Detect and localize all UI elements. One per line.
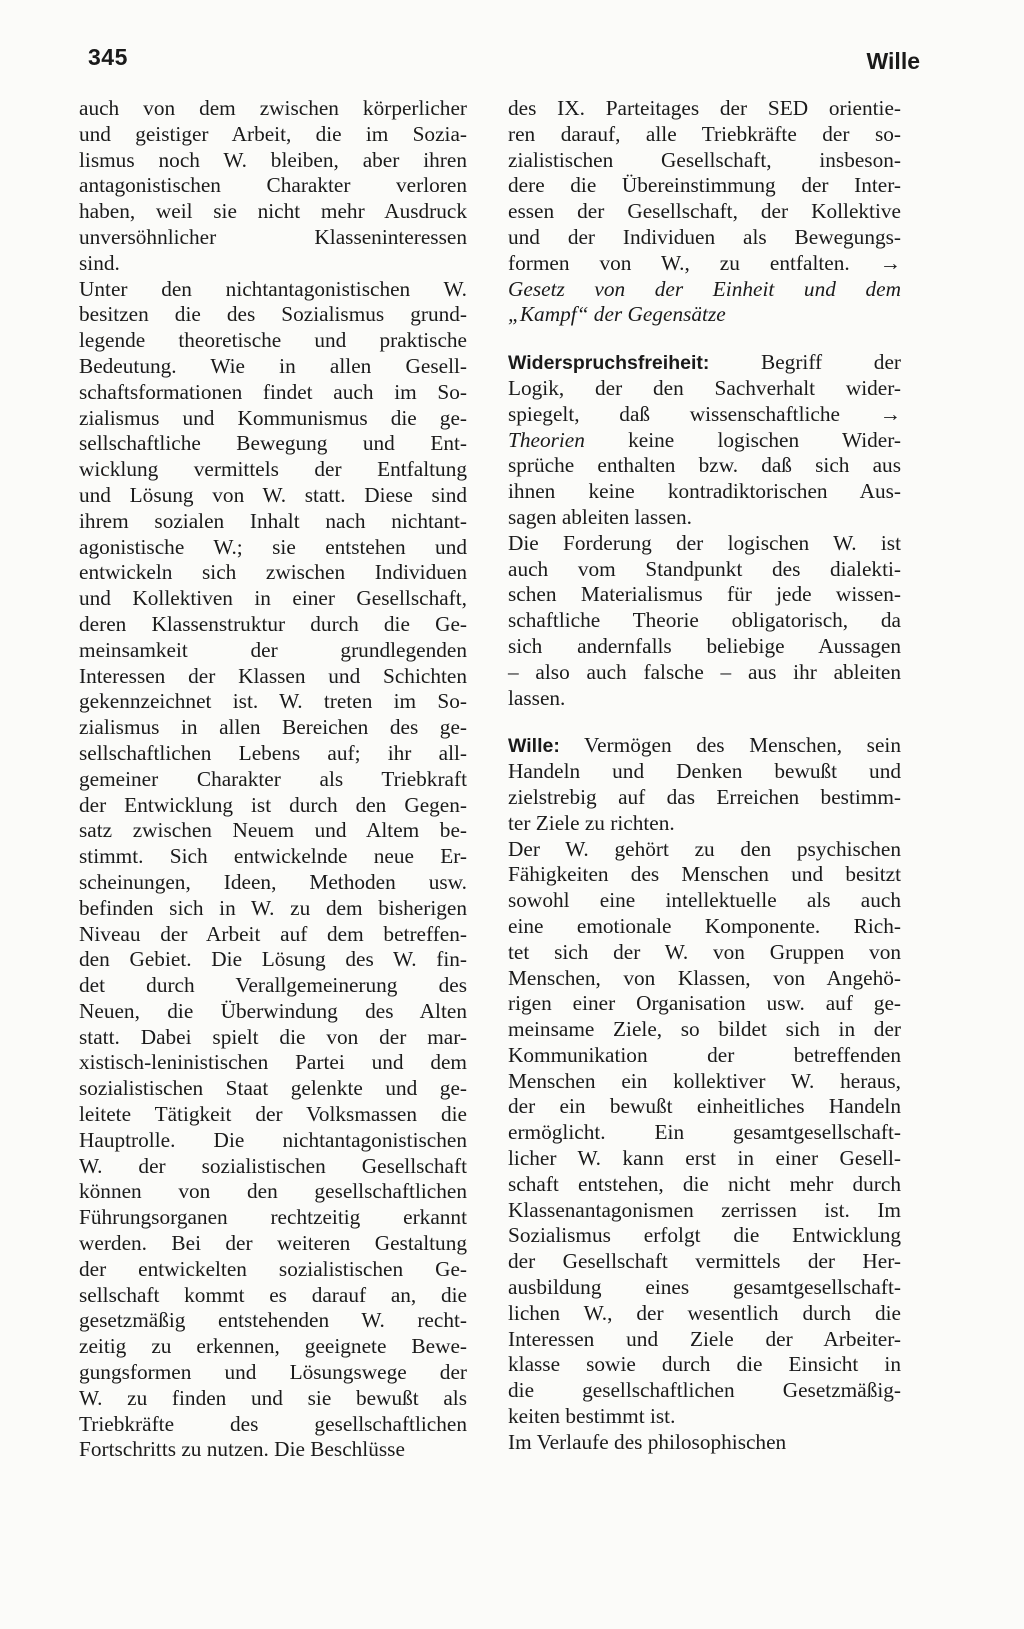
entry-gap [508,711,901,733]
text-line: besitzen die des Sozialismus grund- [79,302,467,327]
text-line: det durch Verallgemeinerung des [79,973,467,998]
text-line: der entwickelten sozialistischen Ge- [79,1256,467,1281]
text-line: eine emotionale Komponente. Rich- [508,913,901,938]
text-line: Triebkräfte des gesellschaftlichen [79,1411,467,1436]
text-line: zielstrebig auf das Erreichen bestimm- [508,784,901,809]
right-column [508,96,901,1456]
text-line: deren Klassenstruktur durch die Ge- [79,611,467,636]
text-line: des IX. Parteitages der SED orientie- [508,96,901,120]
text-line: leitete Tätigkeit der Volksmassen die [79,1102,467,1127]
page-number: 345 [88,44,128,70]
entry-headword: Wille: [508,735,560,758]
text-line: W. zu finden und sie bewußt als [79,1385,467,1410]
text-line: zialismus in allen Bereichen des ge- [79,715,467,740]
text-line: legende theoretische und praktische [79,328,467,353]
text-line: lichen W., der wesentlich durch die [508,1300,901,1325]
text-line: spiegelt, daß wissenschaftliche → [508,401,901,426]
text-line: ermöglicht. Ein gesamtgesellschaft- [508,1120,901,1145]
running-head: Wille [866,48,920,74]
text-line: den Gebiet. Die Lösung des W. fin- [79,947,467,972]
text-line: sich andernfalls beliebige Aussagen [508,633,901,658]
entry-widerspruchsfreiheit [508,350,901,711]
text-line: gekennzeichnet ist. W. treten im So- [79,689,467,714]
text-line: sind. [79,250,120,275]
text-line: Unter den nichtantagonistischen W. [79,276,467,301]
text-line: und Lösung von W. statt. Diese sind [79,482,467,507]
text-line: sowohl eine intellektuelle als auch [508,888,901,913]
entry-headword: Widerspruchsfreiheit: [508,352,710,375]
text-line: der Gesellschaft vermittels der Her- [508,1249,901,1274]
text-line: schaft entstehen, die nicht mehr durch [508,1171,901,1196]
text-line: Kommunikation der betreffenden [508,1042,901,1067]
text-line: scheinungen, Ideen, Methoden usw. [79,869,467,894]
left-column [79,96,467,1463]
text-line: ren darauf, alle Triebkräfte der so- [508,121,901,146]
text-line: der ein bewußt einheitliches Handeln [508,1094,901,1119]
text-line: Interessen der Klassen und Schichten [79,663,467,688]
text-line: Menschen ein kollektiver W. heraus, [508,1068,901,1093]
text-line: formen von W., zu entfalten. → [508,250,901,275]
text-line: meinsamkeit der grundlegenden [79,637,467,662]
text-line: Logik, der den Sachverhalt wider- [508,375,901,400]
entry-body [508,759,901,1456]
right-column-intro-continuation [508,96,901,277]
text-line: rigen einer Organisation usw. auf ge- [508,991,901,1016]
text-line: ausbildung eines gesamtgesellschaft- [508,1275,901,1300]
text-line: essen der Gesellschaft, der Kollektive [508,199,901,224]
entry-gap [508,328,901,350]
text-line: schaftliche Theorie obligatorisch, da [508,608,901,633]
text-line: gungsformen und Lösungswege der [79,1360,467,1385]
text-line: sagen ableiten lassen. [508,504,692,529]
text-line: befinden sich in W. zu dem bisherigen [79,895,467,920]
text-line: xistisch-leninistischen Partei und dem [79,1050,467,1075]
text-line: Niveau der Arbeit auf dem betreffen- [79,921,467,946]
text-line: werden. Bei der weiteren Gestaltung [79,1231,467,1256]
text-line: licher W. kann erst in einer Gesell- [508,1146,901,1171]
text-line: agonistische W.; sie entstehen und [79,534,467,559]
text-line: Fähigkeiten des Menschen und besitzt [508,862,901,887]
text-line: klasse sowie durch die Einsicht in [508,1352,901,1377]
text-line [508,733,901,759]
text-line: zialismus und Kommunismus die ge- [79,405,467,430]
text-line: und der Individuen als Bewegungs- [508,224,901,249]
text-line: Die Forderung der logischen W. ist [508,530,901,555]
entry-text: Begriff der [709,350,901,375]
text-line: Sozialismus erfolgt die Entwicklung [508,1223,901,1248]
entry-text: Vermögen des Menschen, sein [559,733,901,758]
text-line: schen Materialismus für jede wissen- [508,582,901,607]
text-line: Fortschritts zu nutzen. Die Beschlüsse [79,1437,405,1462]
text-line: Bedeutung. Wie in allen Gesell- [79,353,467,378]
text-line: – also auch falsche – aus ihr ableiten [508,659,901,684]
text-line: Handeln und Denken bewußt und [508,759,901,784]
text-line: Gesetz von der Einheit und dem [508,276,901,301]
text-line: dere die Übereinstimmung der Inter- [508,173,901,198]
text-line: lassen. [508,685,566,710]
text-line: Interessen und Ziele der Arbeiter- [508,1326,901,1351]
text-line: sellschaft kommt es darauf an, die [79,1282,467,1307]
text-line: statt. Dabei spielt die von der mar- [79,1024,467,1049]
text-line: lismus noch W. bleiben, aber ihren [79,147,467,172]
text-line: keiten bestimmt ist. [508,1404,676,1429]
text-line: sozialistischen Staat gelenkte und ge- [79,1076,467,1101]
text-line: tet sich der W. von Gruppen von [508,939,901,964]
text-line: gesetzmäßig entstehenden W. recht- [79,1308,467,1333]
text-line: und Kollektiven in einer Gesellschaft, [79,586,467,611]
text-line: wicklung vermittels der Entfaltung [79,457,467,482]
text-line: können von den gesellschaftlichen [79,1179,467,1204]
text-line: zeitig zu erkennen, geeignete Bewe- [79,1334,467,1359]
text-line: haben, weil sie nicht mehr Ausdruck [79,199,467,224]
entry-wille [508,733,901,1455]
text-line: und geistiger Arbeit, die im Sozia- [79,121,467,146]
text-line: ter Ziele zu richten. [508,810,675,835]
text-line: „Kampf“ der Gegensätze [508,302,726,327]
text-line: ihrem sozialen Inhalt nach nichtant- [79,508,467,533]
text-line: Der W. gehört zu den psychischen [508,836,901,861]
entry-body [508,453,901,711]
text-line: stimmt. Sich entwickelnde neue Er- [79,844,467,869]
text-line: die gesellschaftlichen Gesetzmäßig- [508,1378,901,1403]
text-line: ihnen keine kontradiktorischen Aus- [508,479,901,504]
cross-reference-theorien: Theorien [508,427,585,452]
text-line: meinsame Ziele, so bildet sich in der [508,1017,901,1042]
text-line: unversöhnlicher Klasseninteressen [79,224,467,249]
text-line: Hauptrolle. Die nichtantagonistischen [79,1127,467,1152]
text-line: Neuen, die Überwindung des Alten [79,998,467,1023]
text-line [508,350,901,376]
text-line: Klassenantagonismen zerrissen ist. Im [508,1197,901,1222]
text-line: auch vom Standpunkt des dialekti- [508,556,901,581]
text-line: W. der sozialistischen Gesellschaft [79,1153,467,1178]
text-line [508,428,901,454]
text-line: auch von dem zwischen körperlicher [79,96,467,120]
text-line: sellschaftlichen Lebens auf; ihr all- [79,740,467,765]
text-line: entwickeln sich zwischen Individuen [79,560,467,585]
text-line: schaftsformationen findet auch im So- [79,379,467,404]
text-line: Menschen, von Klassen, von Angehö- [508,965,901,990]
text-line: sellschaftliche Bewegung und Ent- [79,431,467,456]
cross-reference-gesetz [508,277,901,329]
text-line: antagonistischen Charakter verloren [79,173,467,198]
text-line: satz zwischen Neuem und Altem be- [79,818,467,843]
text-line: gemeiner Charakter als Triebkraft [79,766,467,791]
entry-text: keine logischen Wider- [584,427,901,452]
text-line: sprüche enthalten bzw. daß sich aus [508,453,901,478]
text-line: Im Verlaufe des philosophischen [508,1429,787,1454]
text-line: Führungsorganen rechtzeitig erkannt [79,1205,467,1230]
text-line: der Entwicklung ist durch den Gegen- [79,792,467,817]
text-line: zialistischen Gesellschaft, insbeson- [508,147,901,172]
